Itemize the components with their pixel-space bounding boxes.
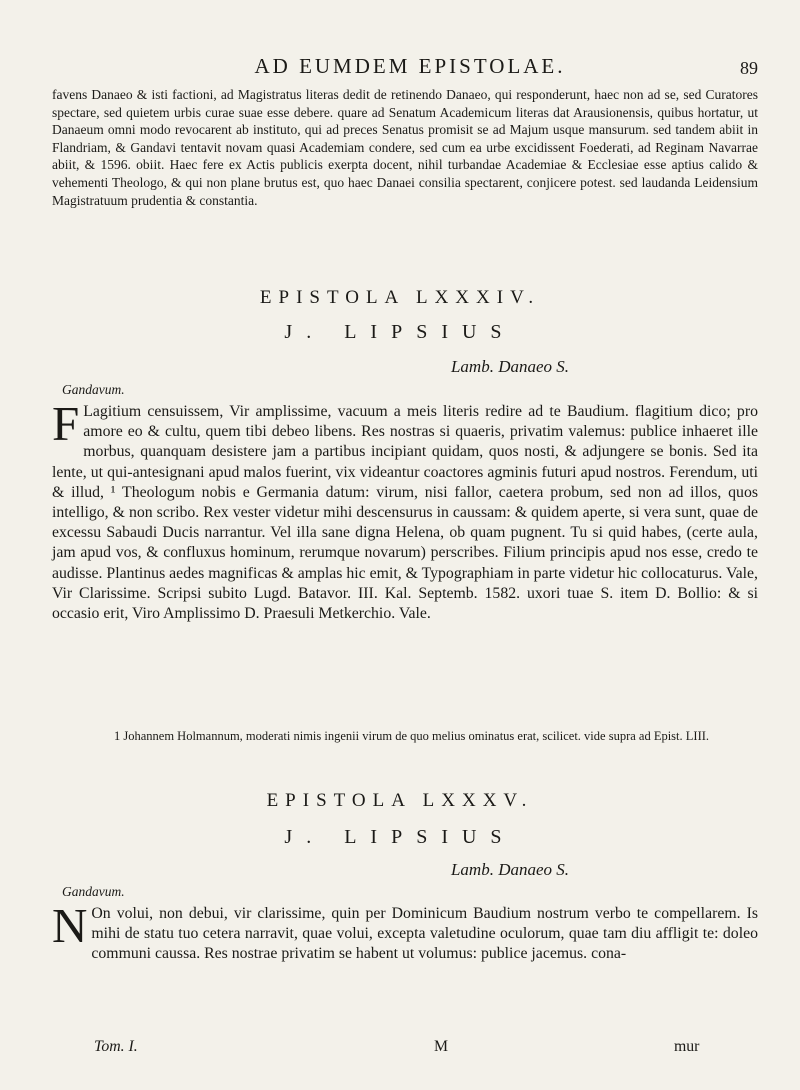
epistola-84-place: Gandavum. [62,382,125,397]
intro-paragraph: favens Danaeo & isti factioni, ad Magistratus literas dedit de retinendo Danaeo, qui responderunt, haec non ad se, sed Curatores spectare, sed quietem urbis curae suae esse debere. quare ad Senatum Academicum literas dat Arausionensis, quibus hortatur, ut Danaeum omni modo revocarent ab instituto, qui ad preces Senatus promisit se ad Majum usque mansurum. sed tandem abiit in Flandriam, & Gandavi tentavit novam quasi Academiam condere, sed cum ea urbe excidissent Foederati, ad Reginam Navarrae abiit, & 1596. obiit. Haec fere ex Actis publicis exerpta docent, nihil turbandae Academiae & Ecclesiae esse aptius calido & vehementi Theologo, & qui non plane brutus est, quo haec Danaei consilia spectarent, conjicere potest. sed laudanda Leidensium Magistratuum prudentia & constantia. [52,87,758,208]
epistola-84-drop-cap: F [52,396,80,451]
epistola-85-place: Gandavum. [62,884,125,899]
epistola-85-author: J. LIPSIUS [284,826,516,848]
epistola-85-addressee: Lamb. Danaeo S. [450,860,570,879]
epistola-84-addressee: Lamb. Danaeo S. [450,357,570,376]
running-title: AD EUMDEM EPISTOLAE. [254,54,566,78]
signature-mark: M [434,1038,449,1055]
page-number: 89 [740,58,758,78]
epistola-85-letter [52,898,758,965]
epistola-84-author: J. LIPSIUS [284,321,516,343]
epistola-85-body: On volui, non debui, vir clarissime, quin per Dominicum Baudium nostrum verbo te compellarem. Is mihi de statu tuo cetera narravit, quae volui, excepta valetudine oculorum, quae tam diu affligit te: doleo communi caussa. Res nostrae privatim se habent ut volumus: publice jacemus. cona- [91,905,758,963]
epistola-84-footnote: 1 Johannem Holmannum, moderati nimis ingenii virum de quo melius ominatus erat, scilicet. vide supra ad Epist. LIII. [114,729,710,743]
catchword: mur [674,1038,700,1055]
epistola-84-letter [52,396,758,624]
epistola-85-title: EPISTOLA LXXXV. [266,790,534,811]
epistola-85-drop-cap: N [52,898,88,953]
volume-mark: Tom. I. [94,1038,138,1055]
epistola-84-body: Lagitium censuissem, Vir amplissime, vacuum a meis literis redire ad te Baudium. flagitium dico; pro amore eo & cultu, quem tibi debeo libens. Res nostras si quaeris, privatim valemus: publice inhaeret ille morbus, quanquam desistere jam a partibus incipiant quidam, quos nosti, & adjungere se bonis. Sed ita lente, ut qui-antesignani apud malos fuerint, vix videantur coactores agminis futuri apud nostros. Ferendum, uti & illud, ¹ Theologum nobis e Germania datum: virum, nisi fallor, caetera probum, sed non ad illos, quos intelligo, & non scribo. Rex vester videtur mihi descensurus in caussam: & quidem aperte, si vera sunt, quae de excessu Sabaudi Ducis narrantur. Vel illa sane digna Helena, ob quam pugnent. Tu si quid habes, (certe aula, jam apud vos, & confluxus hominum, rerumque novarum) perscribes. Filium principis apud nos esse, credo te audisse. Plantinus aedes magnificas & amplas hic emit, & Typographiam in parte videtur hic collocaturus. Vale, Vir Clarissime. Scripsi subito Lugd. Batavor. III. Kal. Septemb. 1582. uxori tuae S. item D. Bollio: & si occasio erit, Viro Amplissimo D. Praesuli Metkerchio. Vale. [52,403,758,623]
epistola-84-title: EPISTOLA LXXXIV. [259,287,541,308]
